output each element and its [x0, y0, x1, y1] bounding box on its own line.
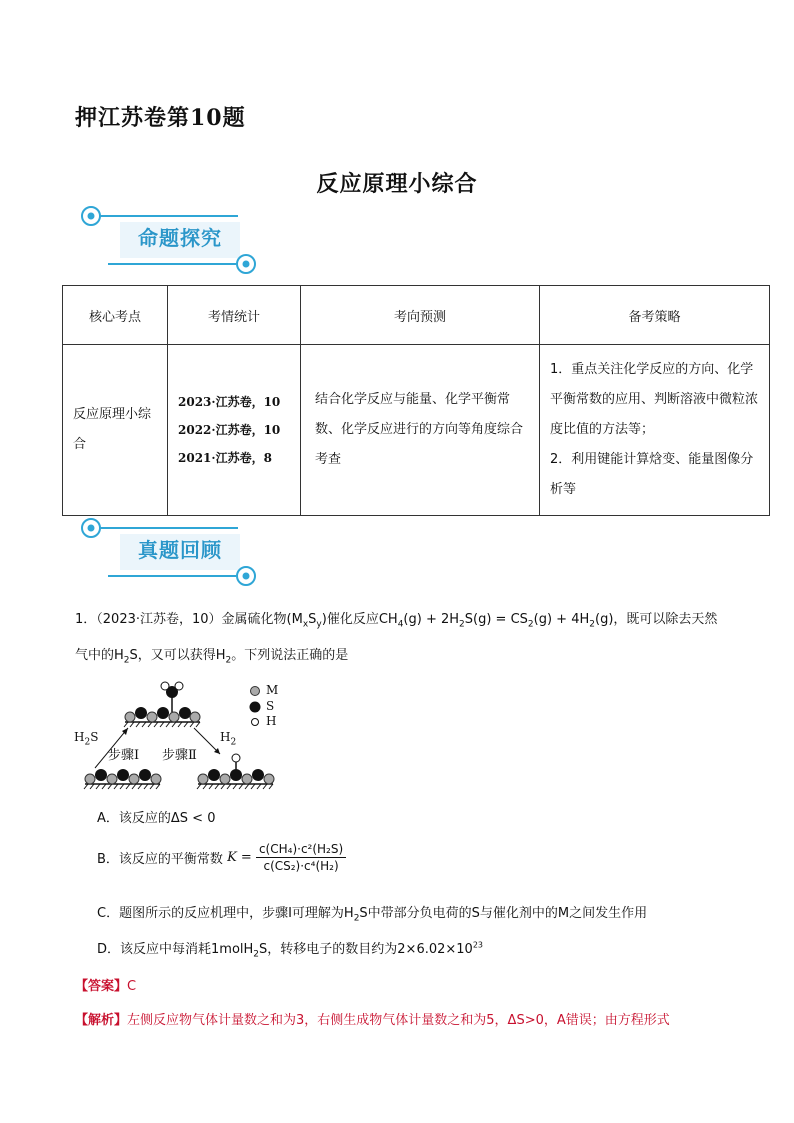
label-h2-h: H — [220, 730, 231, 744]
fraction-denominator: c(CS₂)·c⁴(H₂) — [263, 859, 339, 873]
option-d-sub: 2 — [253, 949, 260, 960]
catalyst-s: S — [308, 612, 317, 627]
q2-sub: 2 — [225, 655, 232, 666]
legend-m: M — [266, 683, 279, 697]
strategy-item: 2．利用键能计算焓变、能量图像分析等 — [550, 452, 754, 497]
section-title: 反应原理小综合 — [316, 171, 478, 197]
label-h2s — [74, 730, 98, 747]
legend-h: H — [266, 714, 277, 728]
strategy-item: 1．重点关注化学反应的方向、化学平衡常数的应用、判断溶液中微粒浓度比值的方法等； — [550, 362, 759, 437]
table-row — [63, 345, 770, 516]
header-stats: 考情统计 — [168, 286, 301, 345]
document-title: 押江苏卷第10题 — [75, 105, 246, 131]
answer-label: 【答案】 — [75, 979, 128, 994]
option-b-k: K = — [227, 850, 252, 865]
analysis-line — [75, 1009, 670, 1028]
eq-sub: 2 — [589, 619, 595, 630]
q2-part: 。下列说法正确的是 — [231, 648, 349, 663]
step-1-label: 步骤Ⅰ — [108, 748, 140, 763]
q2-part: 气中的H — [75, 648, 124, 663]
mechanism-diagram-icon — [70, 680, 290, 790]
answer-line — [75, 975, 136, 994]
analysis-label: 【解析】 — [75, 1013, 128, 1028]
cell-forecast: 结合化学反应与能量、化学平衡常数、化学反应进行的方向等角度综合考查 — [301, 345, 540, 516]
header-core-point: 核心考点 — [63, 286, 168, 345]
header-strategy: 备考策略 — [540, 286, 770, 345]
cell-core-point: 反应原理小综合 — [63, 345, 168, 516]
eq-part: (g) + 4H — [533, 612, 590, 627]
eq-sub: 4 — [397, 619, 404, 630]
q2-sub: 2 — [123, 655, 130, 666]
table-header-row — [63, 286, 770, 345]
catalyst-sub-x: x — [302, 619, 309, 630]
option-d — [97, 938, 483, 960]
option-d-part: D．该反应中每消耗1molH — [97, 942, 254, 957]
label-h2s-h: H — [74, 730, 85, 744]
header-forecast: 考向预测 — [301, 286, 540, 345]
equilibrium-fraction — [256, 842, 346, 873]
eq-part: (g) — [403, 612, 422, 627]
eq-sub: 2 — [459, 619, 465, 630]
reaction-equation — [378, 612, 614, 630]
stat-item: 2023·江苏卷，10 — [178, 395, 281, 409]
option-c — [97, 902, 647, 924]
catalyst-tail: )催化反应 — [321, 612, 379, 627]
analysis-text: 左侧反应物气体计量数之和为3，右侧生成物气体计量数之和为5，ΔS>0，A错误；由方程形式 — [127, 1013, 670, 1028]
label-h2-sub: 2 — [230, 737, 237, 748]
option-d-sup: 23 — [472, 940, 484, 950]
banner-review — [78, 512, 278, 586]
option-c-part: C．题图所示的反应机理中，步骤Ⅰ可理解为H — [97, 906, 354, 921]
catalyst-m: M — [291, 612, 303, 627]
answer-value: C — [127, 979, 137, 994]
option-b — [97, 842, 346, 873]
option-a: A．该反应的ΔS < 0 — [97, 811, 216, 826]
cell-stats — [168, 345, 301, 516]
label-h2 — [220, 730, 236, 747]
mechanism-figure — [70, 680, 290, 790]
eq-part: (g) — [595, 612, 614, 627]
question-line-1 — [75, 610, 717, 635]
banner-explore — [78, 200, 278, 274]
fraction-numerator: c(CH₄)·c²(H₂S) — [256, 842, 346, 858]
option-b-prefix: B．该反应的平衡常数 — [97, 852, 223, 867]
option-c-sub: 2 — [353, 913, 360, 924]
option-c-part: S中带部分负电荷的S与催化剂中的M之间发生作用 — [359, 906, 648, 921]
label-h2s-s: S — [90, 730, 99, 744]
question-prefix: 1．（2023·江苏卷，10）金属硫化物( — [75, 612, 292, 627]
label-h2s-sub: 2 — [84, 737, 91, 748]
q2-part: S，又可以获得H — [129, 648, 226, 663]
eq-part: + 2H — [421, 612, 460, 627]
banner-review-label: 真题回顾 — [138, 538, 222, 562]
catalyst-sub-y: y — [316, 619, 322, 630]
eq-part: S(g) = CS — [464, 612, 528, 627]
banner-explore-label: 命题探究 — [138, 226, 222, 250]
cell-strategy — [540, 345, 770, 516]
stat-item: 2022·江苏卷，10 — [178, 423, 281, 437]
exam-info-table — [62, 285, 770, 516]
option-d-part: S，转移电子的数目约为2×6.02×10 — [259, 942, 473, 957]
legend-s: S — [266, 699, 275, 713]
eq-sub: 2 — [527, 619, 534, 630]
step-2-label: 步骤Ⅱ — [162, 748, 197, 763]
eq-part: CH — [378, 612, 398, 627]
question-line-2 — [75, 646, 348, 671]
question-tail: ，既可以除去天然 — [613, 612, 718, 627]
stat-item: 2021·江苏卷，8 — [178, 451, 272, 465]
